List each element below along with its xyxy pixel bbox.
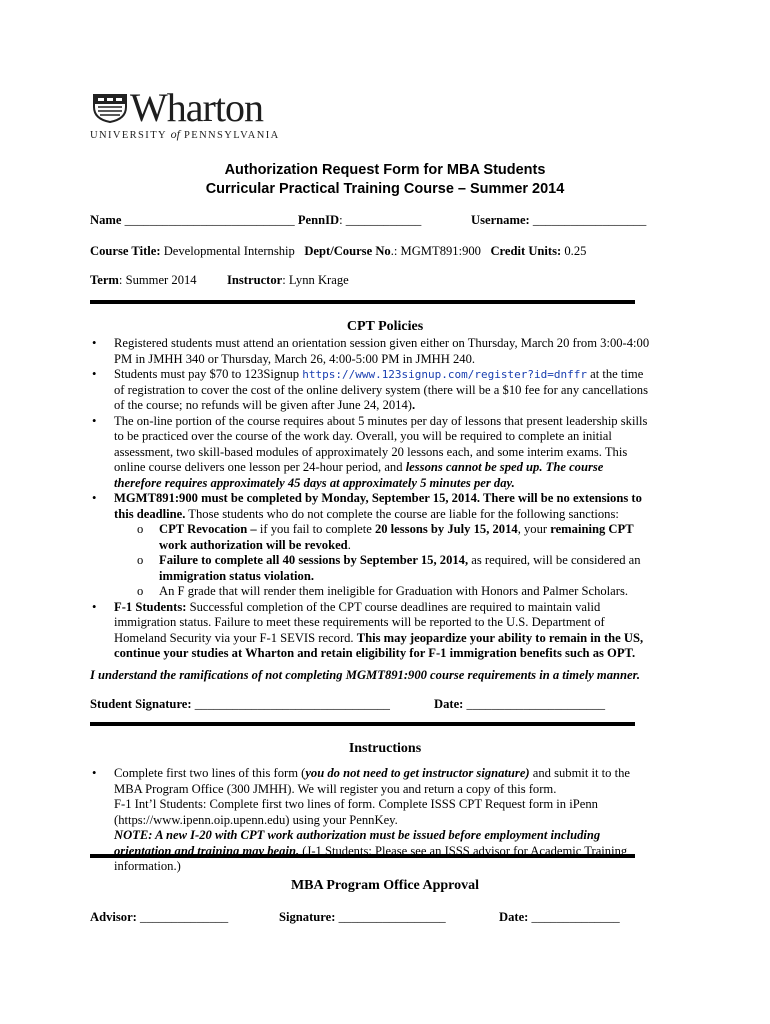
term-row: Term: Summer 2014	[90, 273, 197, 287]
list-item: • F-1 Students: Successful completion of the CPT course deadlines are required to maintain valid immigration status. Failure to meet these requirements will be reported to the U.S. Department of Homeland Security via your F-1 SEVIS record. This may jeopardize your ability to remain in the US, continue your studies at Wharton and retain eligibility for F-1 immigration benefits such as OPT.	[92, 599, 644, 660]
logo-wordmark: Wharton	[130, 85, 263, 130]
approval-signature-row: Signature: _________________	[279, 910, 446, 924]
username-field[interactable]: __________________	[532, 213, 647, 227]
approval-date-row: Date: ______________	[499, 910, 620, 924]
course-row: Course Title: Developmental Internship Dept/Course No.: MGMT891:900 Credit Units: 0.25	[90, 244, 587, 258]
sanction-item: o CPT Revocation – if you fail to complete 20 lessons by July 15, 2014, your remaining CPT work authorization will be revoked.	[137, 522, 634, 552]
name-field[interactable]: ___________________________	[124, 213, 295, 227]
student-date-row: Date: ______________________	[434, 697, 606, 711]
approval-heading: MBA Program Office Approval	[290, 878, 480, 893]
student-signature-row: Student Signature: _______________________________	[90, 697, 390, 711]
penn-shield-icon	[92, 93, 128, 123]
logo-university-line: UNIVERSITY of PENNSYLVANIA	[90, 127, 280, 141]
form-subtitle: Curricular Practical Training Course – Summer 2014	[205, 181, 565, 197]
sanction-item: o Failure to complete all 40 sessions by September 15, 2014, as required, will be considered an immigration status violation.	[137, 553, 641, 583]
policy-list	[92, 336, 652, 662]
section-divider	[90, 854, 635, 858]
pennid-field[interactable]: ____________	[345, 213, 422, 227]
list-item: • Students must pay $70 to 123Signup https://www.123signup.com/register?id=dnffr at the time of registration to cover the cost of the online delivery system (there will be a $10 fee for any cancellations of the course; no refunds will be given after June 24, 2014).	[92, 367, 648, 412]
username-row: Username: __________________	[471, 213, 647, 227]
signup-link[interactable]: https://www.123signup.com/register?id=dnffr	[302, 368, 587, 381]
student-date-field[interactable]: ______________________	[466, 697, 606, 711]
instructions-heading: Instructions	[348, 741, 422, 756]
approval-date-field[interactable]: ______________	[531, 910, 620, 924]
wharton-logo	[90, 85, 305, 142]
form-title: Authorization Request Form for MBA Students	[224, 162, 546, 178]
instructor-row: Instructor: Lynn Krage	[227, 273, 349, 287]
list-item: • Complete first two lines of this form (you do not need to get instructor signature) and submit it to the MBA Program Office (300 JMHH). We will register you and return a copy of this form. F-1 Int’l Students: Complete first two lines of form. Complete ISSS CPT Request form in iPenn (https://www.ipenn.oip.upenn.edu) using your PennKey. NOTE: A new I-20 with CPT work authorization must be issued before employment including orientation and training may begin. (J-1 Students: Please see an ISSS advisor for Academic Training information.)	[92, 766, 652, 875]
list-item: • The on-line portion of the course requires about 5 minutes per day of lessons that present leadership skills to be practiced over the course of the work day. Overall, you will be required to complete an initial assessment, two skill-based modules of approximately 20 lessons each, and some interim exams. This online course delivers one lesson per 24-hour period, and lessons cannot be sped up. The course therefore requires approximately 45 days at approximately 5 minutes per day.	[92, 413, 648, 490]
approval-signature-field[interactable]: _________________	[338, 910, 446, 924]
list-item: • Registered students must attend an orientation session given either on Thursday, March 20 from 3:00-4:00 PM in JMHH 340 or Thursday, March 26, 4:00-5:00 PM in JMHH 240.	[92, 336, 650, 366]
name-field-row: Name ___________________________ PennID: ____________	[90, 213, 422, 227]
section-divider	[90, 300, 635, 304]
acknowledgement-text: I understand the ramifications of not completing MGMT891:900 course requirements in a timely manner.	[90, 668, 640, 682]
section-divider	[90, 722, 635, 726]
instruction-f1: F-1 Int’l Students: Complete first two lines of form. Complete ISSS CPT Request form in iPenn (https://www.ipenn.oip.upenn.edu) using your PennKey.	[114, 797, 598, 827]
student-signature-field[interactable]: _______________________________	[194, 697, 390, 711]
instruction-note: NOTE: A new I-20 with CPT work authorization must be issued before employment including orientation and training may begin. (J-1 Students: Please see an ISSS advisor for Academic Training information.)	[114, 828, 628, 873]
instructions-list	[92, 766, 652, 875]
sanction-item: o An F grade that will render them ineligible for Graduation with Honors and Palmer Scholars.	[137, 584, 629, 598]
list-item: • MGMT891:900 must be completed by Monday, September 15, 2014. There will be no extensions to this deadline. Those students who do not complete the course are liable for the following sanctions:	[92, 491, 642, 521]
advisor-field[interactable]: ______________	[140, 910, 229, 924]
cpt-policies-heading: CPT Policies	[346, 319, 424, 334]
advisor-row: Advisor: ______________	[90, 910, 229, 924]
